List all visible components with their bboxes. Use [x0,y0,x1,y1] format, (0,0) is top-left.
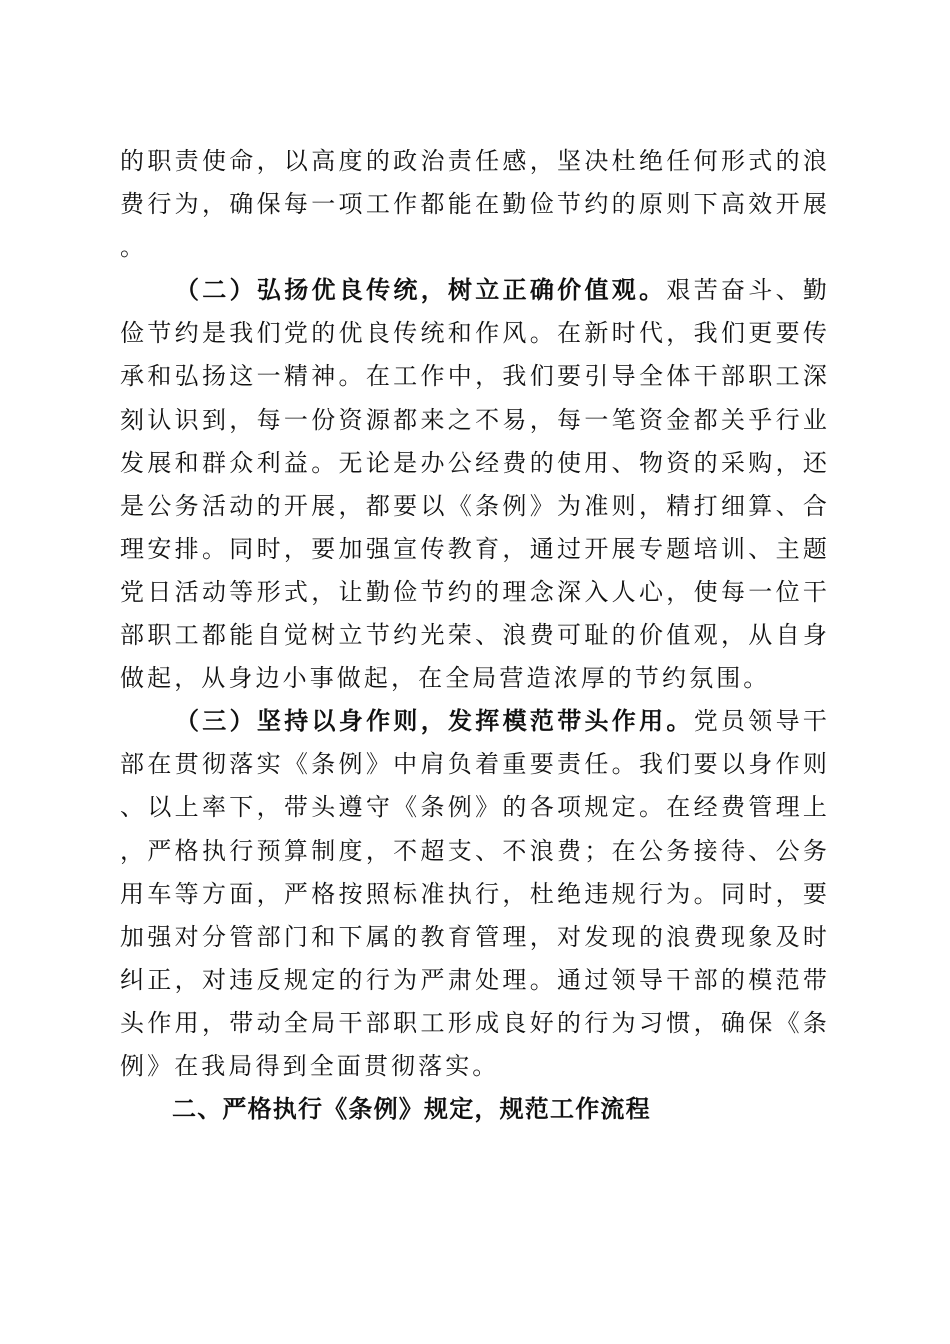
document-page [120,140,830,1131]
subheading-leadership: （三）坚持以身作则，发挥模范带头作用。 [175,707,694,736]
paragraph-tradition-body: 艰苦奋斗、勤俭节约是我们党的优良传统和作风。在新时代，我们更要传承和弘扬这一精神。在工作中，我们要引导全体干部职工深刻认识到，每一份资源都来之不易，每一笔资金都关乎行业发展和群众利益。无论是办公经费的使用、物资的采购，还是公务活动的开展，都要以《条例》为准则，精打细算、合理安排。同时，要加强宣传教育，通过开展专题培训、主题党日活动等形式，让勤俭节约的理念深入人心，使每一位干部职工都能自觉树立节约光荣、浪费可耻的价值观，从自身做起，从身边小事做起，在全局营造浓厚的节约氛围。 [120,276,830,693]
paragraph-tradition [120,269,830,700]
paragraph-continuation: 的职责使命，以高度的政治责任感，坚决杜绝任何形式的浪费行为，确保每一项工作都能在勤俭节约的原则下高效开展。 [120,147,830,262]
paragraph-leadership [120,700,830,1088]
subheading-tradition: （二）弘扬优良传统，树立正确价值观。 [175,276,667,305]
paragraph-leadership-body: 党员领导干部在贯彻落实《条例》中肩负着重要责任。我们要以身作则、以上率下，带头遵守《条例》的各项规定。在经费管理上，严格执行预算制度，不超支、不浪费；在公务接待、公务用车等方面，严格按照标准执行，杜绝违规行为。同时，要加强对分管部门和下属的教育管理，对发现的浪费现象及时纠正，对违反规定的行为严肃处理。通过领导干部的模范带头作用，带动全局干部职工形成良好的行为习惯，确保《条例》在我局得到全面贯彻落实。 [120,707,831,1080]
section-heading: 二、严格执行《条例》规定，规范工作流程 [172,1095,651,1124]
